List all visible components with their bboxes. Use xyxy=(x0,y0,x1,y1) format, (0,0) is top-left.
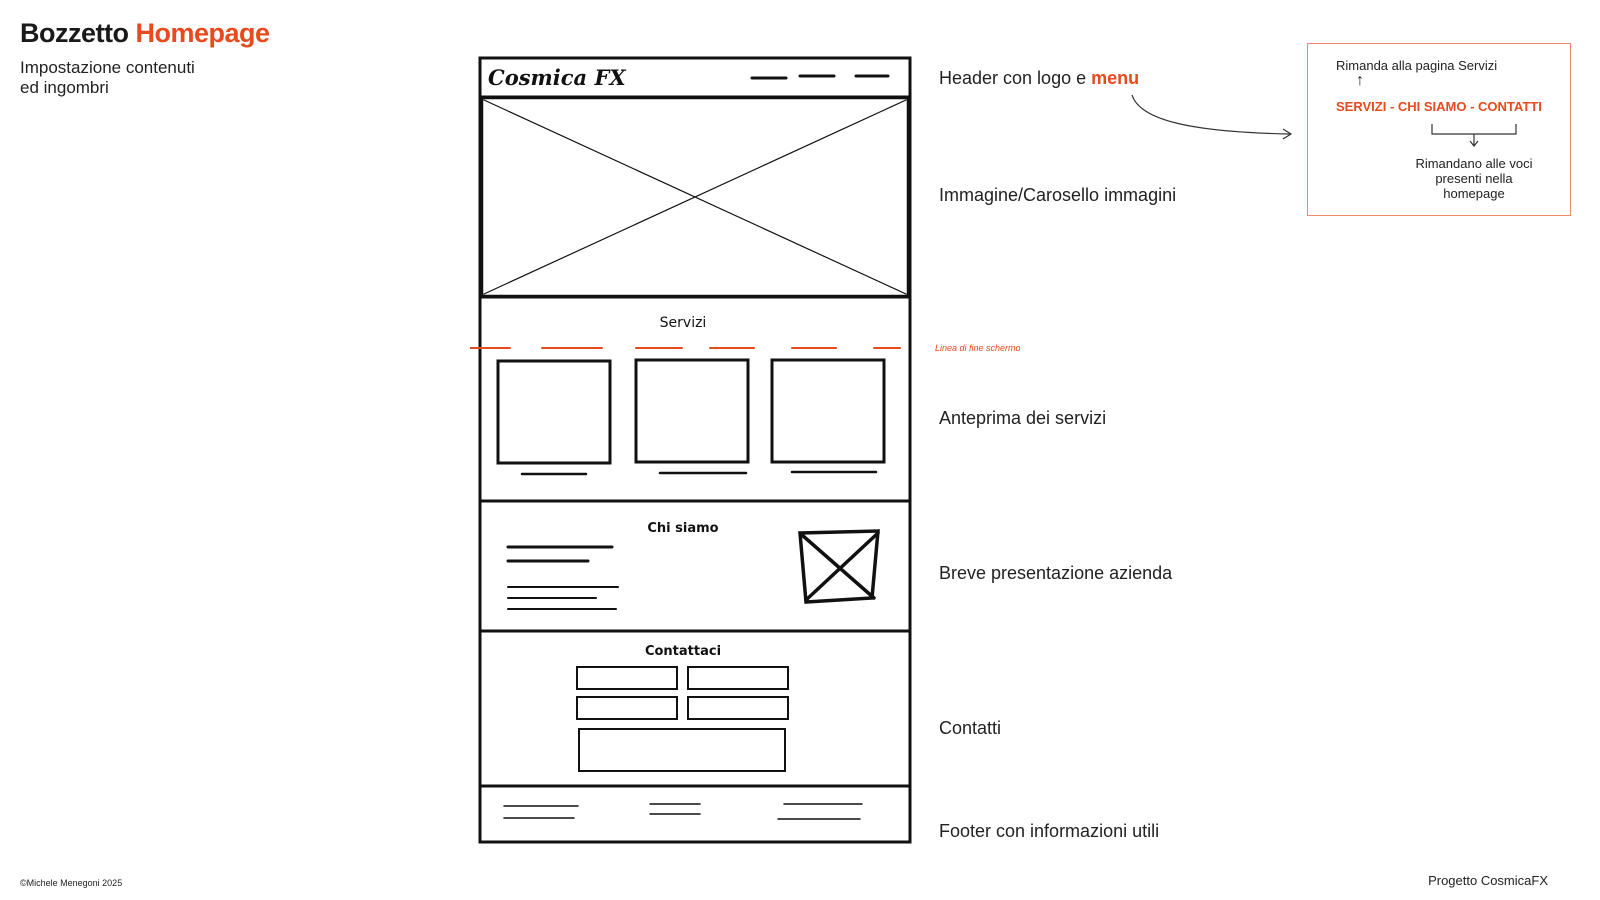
menu-callout xyxy=(1307,43,1571,216)
menu-lines-icon xyxy=(752,76,888,78)
callout-bottom-note: Rimandano alle voci presenti nella homepage xyxy=(1415,156,1533,201)
title-accent: Homepage xyxy=(135,18,270,48)
homepage-wireframe xyxy=(470,55,930,850)
wireframe-logo: Cosmica FX xyxy=(488,65,626,90)
annotation-about: Breve presentazione azienda xyxy=(939,563,1173,583)
annotation-header-text: Header con logo e xyxy=(939,68,1092,88)
service-card-1 xyxy=(498,361,610,463)
callout-menu-items: SERVIZI - CHI SIAMO - CONTATTI xyxy=(1336,99,1542,114)
curved-arrow-icon xyxy=(1120,90,1310,150)
contattaci-label: Contattaci xyxy=(644,644,722,659)
service-card-2 xyxy=(636,360,748,462)
annotation-header xyxy=(939,68,1139,89)
callout-top-note: Rimanda alla pagina Servizi xyxy=(1336,58,1498,73)
servizi-label: Servizi xyxy=(659,315,707,331)
title-main: Bozzetto xyxy=(20,18,129,48)
footer-lines xyxy=(504,804,862,819)
annotation-header-accent: menu xyxy=(1091,68,1140,88)
fold-note xyxy=(935,340,1055,356)
form-field-3 xyxy=(577,697,677,719)
wireframe-frame xyxy=(480,58,910,842)
form-field-2 xyxy=(688,667,788,689)
svg-text:Linea di fine schermo: Linea di fine schermo xyxy=(935,343,1021,353)
annotation-carousel: Immagine/Carosello immagini xyxy=(939,185,1177,205)
annotation-footer: Footer con informazioni utili xyxy=(939,821,1160,841)
service-card-3 xyxy=(772,360,884,462)
form-field-1 xyxy=(577,667,677,689)
form-message-field xyxy=(579,729,785,771)
annotation-contacts: Contatti xyxy=(939,718,1002,738)
page-title xyxy=(20,18,270,49)
form-field-4 xyxy=(688,697,788,719)
bracket-arrow-icon xyxy=(1430,124,1520,150)
arrow-up-icon: ↑ xyxy=(1356,72,1364,89)
page-subtitle: Impostazione contenuti ed ingombri xyxy=(20,58,195,97)
copyright-text: ©Michele Menegoni 2025 xyxy=(20,878,123,888)
chi-siamo-label: Chi siamo xyxy=(647,521,719,536)
annotation-services-preview: Anteprima dei servizi xyxy=(939,408,1107,428)
project-name: Progetto CosmicaFX xyxy=(1428,873,1548,888)
about-image-placeholder xyxy=(800,531,878,602)
